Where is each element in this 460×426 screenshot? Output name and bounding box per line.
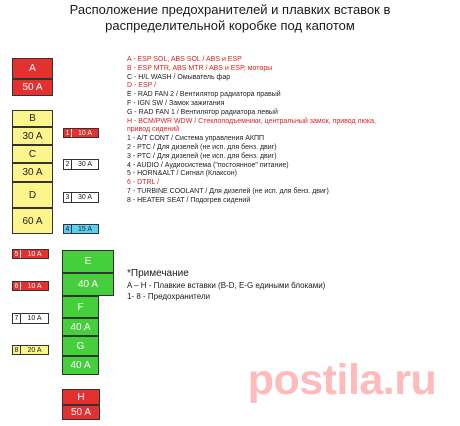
fuse-1-number: 1 <box>64 129 72 137</box>
fuse-4 <box>63 224 99 234</box>
legend-line: H - BCM/PWR WDW / Стеклоподъемники, центральный замок, привод люка, <box>127 117 376 125</box>
fuse-5-number: 5 <box>13 250 21 258</box>
fuse-3-amp: 30 A <box>77 194 92 201</box>
legend-line: привод сидений <box>127 126 180 134</box>
fusible-link-b-letter: B <box>12 110 53 127</box>
fusible-link-h-letter: H <box>62 389 100 405</box>
note-line-2: 1- 8 - Предохранители <box>127 292 211 301</box>
fuse-7 <box>12 313 49 324</box>
fuse-5 <box>12 249 49 259</box>
fusible-link-f-letter: F <box>62 296 99 318</box>
legend-line: B - ESP MTR, ABS MTR / ABS и ESP, моторы <box>127 64 273 72</box>
diagram-title <box>28 2 432 34</box>
legend-line: G - RAD FAN 1 / Вентилятор радиатора левый <box>127 108 278 116</box>
fusible-link-a-amp: 50 A <box>12 79 53 96</box>
legend-line: D - ESP / <box>127 82 157 90</box>
fusible-link-f-amp: 40 A <box>62 318 99 336</box>
legend-line: 8 - HEATER SEAT / Подогрев сидений <box>127 196 251 204</box>
fusible-link-h-amp: 50 A <box>62 405 100 420</box>
fusible-link-g-amp: 40 A <box>62 356 99 375</box>
legend-line: F - IGN SW / Замок зажигания <box>127 99 225 107</box>
fusible-link-b-amp: 30 A <box>12 127 53 145</box>
fuse-5-amp: 10 A <box>27 250 42 258</box>
fusible-link-a-letter: A <box>12 58 53 79</box>
fusible-link-d-amp: 60 A <box>12 208 53 234</box>
title-line-2: распределительной коробке под капотом <box>105 18 355 33</box>
fuse-4-amp: 15 A <box>77 225 92 233</box>
fuse-6-number: 6 <box>13 282 21 290</box>
fuse-4-number: 4 <box>64 225 72 233</box>
fuse-7-amp: 10 A <box>27 315 42 322</box>
fuse-8-number: 8 <box>13 346 21 354</box>
fuse-2-amp: 30 A <box>77 161 92 168</box>
fuse-8-amp: 20 A <box>27 346 42 354</box>
legend-line: 5 - HORN&ALT / Сигнал (Клаксон) <box>127 170 237 178</box>
fuse-3-number: 3 <box>64 193 72 202</box>
fuse-6-amp: 10 A <box>27 282 42 290</box>
legend-line: E - RAD FAN 2 / Вентилятор радиатора правый <box>127 91 281 99</box>
legend-line: 4 - AUDIO / Аудиосистема ("постоянное" питание) <box>127 161 289 169</box>
fusible-link-g-letter: G <box>62 336 99 356</box>
fusible-link-c-amp: 30 A <box>12 163 53 182</box>
fuse-6 <box>12 281 49 291</box>
fuse-7-number: 7 <box>13 314 21 323</box>
fusible-link-c-letter: C <box>12 145 53 163</box>
note-title: *Примечание <box>127 268 189 279</box>
legend-line: 7 - TURBINE COOLANT / Для дизелей (не исп. для бенз. двиг) <box>127 187 329 195</box>
fusible-link-d-letter: D <box>12 182 53 208</box>
fusible-link-e-amp: 40 A <box>62 273 114 296</box>
watermark: postila.ru <box>247 356 437 404</box>
fuse-3 <box>63 192 99 203</box>
fuse-2-number: 2 <box>64 160 72 169</box>
legend-line: A - ESP SOL, ABS SOL / ABS и ESP <box>127 56 242 63</box>
legend-line: 6 - DTRL / <box>127 179 160 187</box>
legend-line: 1 - A/T CONT / Система управления АКПП <box>127 135 265 143</box>
fuse-legend <box>127 56 452 206</box>
note-line-1: A – H - Плавкие вставки (B-D, E-G едиными блоками) <box>127 281 326 290</box>
legend-line: C - H/L WASH / Омыватель фар <box>127 73 231 81</box>
fusible-link-e-letter: E <box>62 250 114 273</box>
legend-line: 3 - PTC / Для дизелей (не исп. для бенз. двиг) <box>127 152 277 160</box>
note-section <box>127 268 325 302</box>
fuse-1 <box>63 128 99 138</box>
fuse-2 <box>63 159 99 170</box>
fuse-1-amp: 10 A <box>77 129 92 137</box>
legend-line: 2 - PTC / Для дизелей (не исп. для бенз. двиг) <box>127 143 277 151</box>
fuse-8 <box>12 345 49 355</box>
title-line-1: Расположение предохранителей и плавких вставок в <box>69 2 391 17</box>
